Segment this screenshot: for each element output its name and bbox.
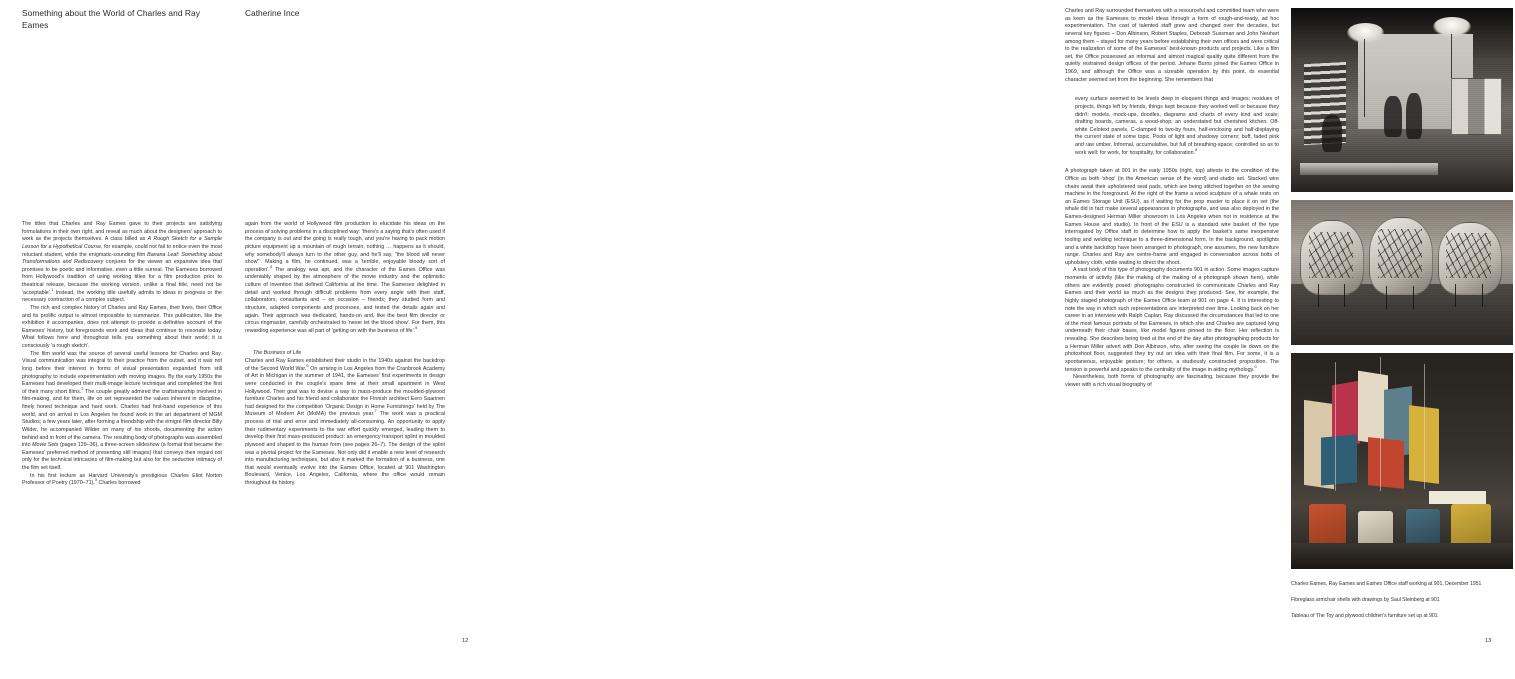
folio-right: 13 xyxy=(1485,638,1492,644)
pull-quote: every surface seemed to be levels deep in eloquent things and images; residues of projects, things left by friends, things kept because they worked well or because they didn't: models, mock-ups, doodles, diagrams and charts of every kind and scale; drafting boards, cameras, a wood-shop; an understated but cherished kitchen. Off-white Celotext panels, C-clamped to two-by fours, half-enclosing and half-displaying the current state of some topic. Pools of light and shadowy corners; buff, faded pink and raw umber. Informal, accumulative, but full of breathing-space; controlled so as to work well: for work, for hospitality, for collaboration.$^8$ xyxy=(1075,96,1279,156)
section-subheading: The Business of Life xyxy=(253,350,302,357)
body-paragraph: A photograph taken at 901 in the early 1950s (right, top) attests to the condition of the Office as both 'shop' (in the American sense of the word) and studio set. Stacked wire chairs await their upholstered seat pads, which are being stitched together on the sewing machine in the foreground. At the right of the frame a wood sculpture of a whale rests on an Eames Storage Unit (ESU), as if waiting for the prop master to place it on set (the whale did in fact make several appearances in photographs, and was also deployed in the Eames-designed Herman Miller showroom in Los Angeles when not in residence at the Eames House and studio). In front of the ESU is a standard wire basket of the type interrogated by Office staff to determine how to apply the basket's same inexpensive tooling and welding technique to a three-dimensional form. In the background, spotlights and a white backdrop have been arranged to photograph, one assumes, the new furniture range. Charles and Ray are centre-frame and engaged in conversation across bolts of upholstery cloth, while waiting to direct the shoot. xyxy=(1065,168,1279,266)
body-paragraph: The rich and complex history of Charles and Ray Eames, their lives, their Office and its prolific output is almost impossible to summarize. This publication, like the exhibition it accompanies, does not attempt to provide a definitive account of the Eameses' history, but foregrounds work and ideas that continue to resonate today. What follows here and throughout tells you something about their world; it is consciously 'a rough sketch'. xyxy=(22,304,222,349)
body-paragraph: A vast body of this type of photography documents 901 in action. Some images capture moments of activity (like the making of the making of a photograph shown here), while others are evidently posed: photographs constructed to communicate Charles and Ray Eames and their world as much as the designs they produced. See, for example, the highly staged photograph of the Eames Office team at 901 on page 4. It is interesting to note the way in which such representations are interpreted over time. Looking back on her career in an interview with Ralph Caplan, Ray discussed the circumstances that led to one of the most famous portraits of the Eameses, in which she and Charles are captured lying underneath their chair bases, like model figures pinned to the floor. Her reflection is revealing. She describes being tired at the end of the day after photographing products for a Herman Miller advert with Don Albinson, who, after seeing the couple lie down on the photoshoot floor, suggested they try out an idea with their final film. For some, it is a spontaneous, enjoyable gesture; for others, a studiously constructed proposition. The tension is powerful and speaks to the centrality of the image in aiding mythology.$^9$ xyxy=(1065,267,1279,373)
body-paragraph: The titles that Charles and Ray Eames gave to their projects are satisfying formulations in their own right, and reveal as much about the designers' approach to work as the projects themselves. A class billed as A Rough Sketch for a Sample Lesson for a Hypothetical Course, for example, could not fail to entice even the most reluctant student, while the enigmatic-sounding film Banana Leaf: Something about Transformations and Rediscovery conjures for the viewer an expansive idea that promises to be poetic and informative, even a little surreal. The Eameses borrowed from Hollywood's tradition of using working titles for a film production prior to theatrical release, because the working version, unlike a final title, need not be 'acceptable'.$^1$ Instead, the working title usefully admits to ideas in progress or the necessary contraction of a complex subject. xyxy=(22,221,222,304)
caption-block xyxy=(1291,581,1515,621)
body-paragraph: Charles and Ray Eames established their studio in the 1940s against the backdrop of the Second World War.$^6$ On arriving in Los Angeles from the Cranbrook Academy of Art in Michigan in the summer of 1941, the Eameses' first experiments in design were conducted in the couple's spare time at their small apartment in West Hollywood. Their goal was to devise a way to mass-produce the moulded-plywood furniture Charles and his friend and collaborator the Finnish architect Eero Saarinen had designed for the competition 'Organic Design in Home Furnishings' held by The Museum of Modern Art (MoMA) the previous year.$^7$ The work was a practical process of trial and error and immediately all-consuming. An opportunity to apply their rudimentary experiments to the war effort quickly emerged, leading them to develop their first mass-produced product: an emergency transport splint in moulded plywood and shaped to the human form (see pages 26–7). The design of the splint was a pivotal project for the Eameses. Not only did it enable a new level of research into manufacturing techniques, but also it marked the formation of a business, one that would eventually evolve into the Eames Office, located at 901 Washington Boulevard, Venice, Los Angeles, California, where the office would remain throughout its history. xyxy=(245,358,445,486)
page-title: Something about the World of Charles and Ray Eames xyxy=(22,8,200,30)
body-paragraph: Nevertheless, both forms of photography are fascinating, because they provide the viewer with a rich visual biography of xyxy=(1065,374,1279,388)
right-page xyxy=(510,0,1492,679)
left-column-one xyxy=(22,221,222,488)
caption-photo-1: Charles Eames, Ray Eames and Eames Office staff working at 901, December 1951 xyxy=(1291,581,1482,587)
photo-the-toy-tableau xyxy=(1291,353,1513,569)
caption-photo-3: Tableau of The Toy and plywood children's furniture set up at 901 xyxy=(1291,613,1438,620)
left-column-two xyxy=(245,221,445,488)
photo-eames-office-901-1951 xyxy=(1291,8,1513,192)
body-paragraph: The film world was the source of several useful lessons for Charles and Ray. Visual communication was integral to their practice from the outset, and it was not long before their interest in forms of visual presentation expanded from still photography to include experimentation with moving images. By the early 1950s the Eameses had developed their multi-image lecture technique and completed the first of their many short films.$^2$ The couple greatly admired the craftsmanship involved in film-making, and for them, life on set represented the values inherent in discipline, finely honed technique and hard work. Charles had first-hand experience of this world, and on arrival in Los Angeles he found work in the art department of MGM Studios; a few years later, after forming a friendship with the émigré film director Billy Wilder, he accompanied Wilder on many of his shoots, documenting the action behind and in front of the camera. The resulting body of photographs was assembled into Movie Sets (pages 129–36), a three-screen slideshow (a format that became the Eameses' preferred method of presenting still images) that conveys their regard not only for the technical intricacies of film-making but also for the seductive intimacy of the film set itself. xyxy=(22,350,223,471)
author-byline: Catherine Ince xyxy=(245,8,300,18)
folio-left: 12 xyxy=(462,638,469,644)
right-column-one xyxy=(1065,8,1279,389)
body-paragraph: Charles and Ray surrounded themselves with a resourceful and committed team who were as keen as the Eameses to model ideas through a form of rough-and-ready, ad hoc experimentation. The cast of talented staff grew and changed over the decades, but several key figures – Don Albinson, Robert Staples, Deborah Sussman and John Neuhart among them – stayed for many years before establishing their own offices and were critical to the realization of some of the Eameses' best-known products and projects. Like a film set, the Office possessed an informal and almost magical quality quite different from the quietly restrained design offices of the period. Jehane Burns joined the Eames Office in 1969, and although the Office was a sizeable operation by this point, its essential character seemed set from the beginning. She remembers that xyxy=(1065,8,1279,83)
body-paragraph: In his first lecture as Harvard University's prestigious Charles Eliot Norton Professor of Poetry (1970–71),$^3$ Charles borrowed xyxy=(22,472,222,487)
left-page xyxy=(0,0,510,679)
photo-fibreglass-shells-steinberg xyxy=(1291,200,1513,345)
caption-photo-2: Fibreglass armchair shells with drawings by Saul Steinberg at 901 xyxy=(1291,597,1440,604)
body-paragraph: again from the world of Hollywood film production to elucidate his ideas on the process of solving problems in a disciplined way: 'there's a saying that's often used if the company is out and the going is really tough, and you're having to pack motion picture equipment up a mountain of rough terrain, nothing … happens as it should, why somebody'll always turn to the other guy, and he'll say, "the blood will never show"'. Making a film, he continued, was a 'terrible, enjoyable bloody sort of operation'.$^4$ The analogy was apt, and the character of the Eames Office was undeniably shaped by the atmosphere of the movie industry and the optimistic culture of invention that defined California at the time. The Eameses delighted in detail and worked through difficult problems from every angle with their staff, collaborators, consultants and – on occasion – friends; they studied form and structure, adapted components and processes, and tested the details again and again. Their approach was dedicated, hands-on and, like the best film director or circus ringmaster, carefully orchestrated to 'never let the blood show'. For them, this rewarding experience was all part of 'getting on with the business of life'.$^5$ xyxy=(245,221,445,334)
